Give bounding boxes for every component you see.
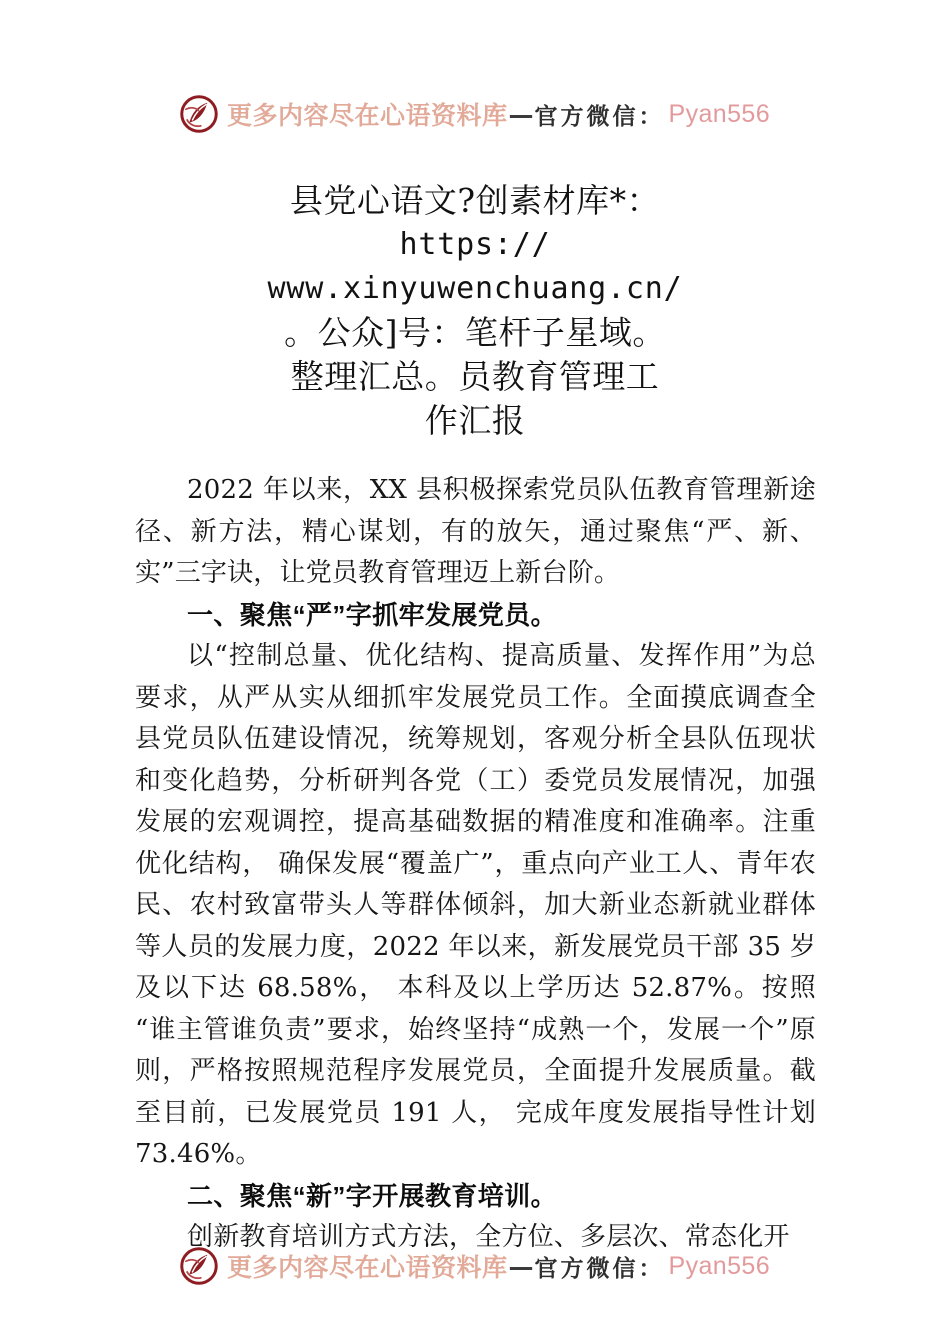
- title-line-5: 整理汇总。员教育管理工: [290, 357, 660, 396]
- title-line-4: 。公众]号：笔杆子星域。: [284, 313, 666, 352]
- section-heading-two: 二、聚焦“新”字开展教育培训。: [187, 1180, 558, 1211]
- quill-circle-logo-icon: [180, 1247, 218, 1285]
- watermark-dash: —: [508, 1251, 534, 1281]
- document-body: [135, 470, 816, 1259]
- title-line-1: 县党心语文?创素材库*：: [289, 181, 661, 220]
- title-line-2: https://: [399, 227, 551, 262]
- intro-paragraph: 2022 年以来，XX 县积极探索党员队伍教育管理新途径、新方法，精心谋划，有的放矢，通过聚焦“严、新、实”三字诀，让党员教育管理迈上新台阶。: [135, 475, 816, 588]
- watermark-wechat-handle: Pyan556: [668, 1251, 770, 1280]
- watermark-wechat-handle: Pyan556: [668, 99, 770, 128]
- watermark-brand-text: 更多内容尽在心语资料库: [226, 101, 508, 130]
- watermark-dash: —: [508, 99, 534, 129]
- title-line-6: 作汇报: [424, 401, 526, 440]
- header-watermark: [0, 91, 950, 137]
- section-heading-one: 一、聚焦“严”字抓牢发展党员。: [187, 599, 558, 630]
- section-two-paragraph: 创新教育培训方式方法，全方位、多层次、常态化开: [187, 1222, 790, 1252]
- watermark-brand-text: 更多内容尽在心语资料库: [226, 1253, 508, 1282]
- footer-watermark: [0, 1243, 950, 1289]
- watermark-wechat-label: 官方微信：: [534, 102, 665, 130]
- quill-circle-logo-icon: [180, 95, 218, 133]
- title-line-3: www.xinyuwenchuang.cn/: [267, 271, 683, 306]
- watermark-wechat-label: 官方微信：: [534, 1254, 665, 1282]
- page-title: [135, 179, 815, 443]
- section-one-paragraph: 以“控制总量、优化结构、提高质量、发挥作用”为总要求，从严从实从细抓牢发展党员工作。全面摸底调查全县党员队伍建设情况，统筹规划，客观分析全县队伍现状和变化趋势，分析研判各党（工）委党员发展情况，加强发展的宏观调控，提高基础数据的精准度和准确率。注重优化结构， 确保发展“覆盖广”，重点向产业工人、青年农民、农村致富带头人等群体倾斜，加大新业态新就业群体等人员的发展力度，2022 年以来，新发展党员干部 35 岁及以下达 68.58%， 本科及以上学历达 52.87%。按照“谁主管谁负责”要求，始终坚持“成熟一个，发展一个”原则，严格按照规范程序发展党员，全面提升发展质量。截至目前，已发展党员 191 人， 完成年度发展指导性计划 73.46%。: [135, 641, 816, 1169]
